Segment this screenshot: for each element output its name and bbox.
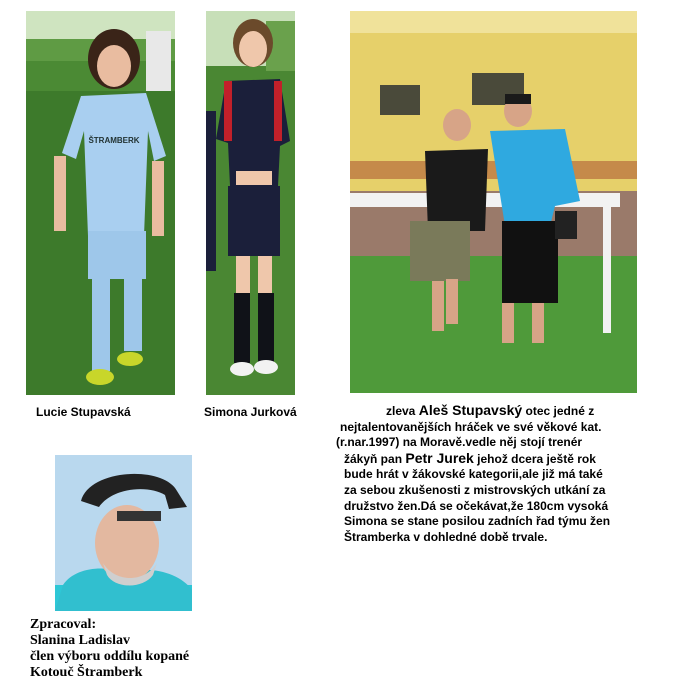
desc-line-1: zleva Aleš Stupavský otec jedné z <box>386 402 595 418</box>
lucie-shirt-text: ŠTRAMBERK <box>88 136 140 145</box>
credit-line-3: člen výboru oddílu kopané <box>30 649 190 664</box>
desc-line-8: Simona se stane posilou zadních řad týmu žen <box>344 514 611 529</box>
credit-line-4: Kotouč Štramberk <box>30 665 143 680</box>
description-text <box>336 403 666 545</box>
credit-block <box>30 617 189 681</box>
desc-line-4: žákyň pan Petr Jurek jehož dcera ještě rok <box>344 449 596 466</box>
name-ales: Aleš Stupavský <box>418 402 523 418</box>
photo-simona <box>206 11 295 395</box>
photo-lucie <box>26 11 175 395</box>
caption-lucie: Lucie Stupavská <box>36 405 131 419</box>
photo-author <box>55 455 192 611</box>
desc-line-2: nejtalentovanějších hráček ve své věkové kat. <box>340 419 602 434</box>
desc-line-5: bude hrát v žákovské kategorii,ale již má také <box>344 467 603 482</box>
caption-simona: Simona Jurková <box>204 405 297 419</box>
desc-line-9: Štramberka v dohledné době trvale. <box>344 529 548 544</box>
desc-line-3: (r.nar.1997) na Moravě.vedle něj stojí trenér <box>336 435 583 450</box>
desc-line-7: družstvo žen.Dá se očekávat,že 180cm vysoká <box>344 498 609 513</box>
credit-line-2: Slanina Ladislav <box>30 633 130 648</box>
photo-men <box>350 11 637 393</box>
name-petr: Petr Jurek <box>405 449 474 466</box>
desc-line-6: za sebou zkušenosti z mistrovských utkání za <box>344 482 606 497</box>
credit-line-1: Zpracoval: <box>30 617 97 632</box>
